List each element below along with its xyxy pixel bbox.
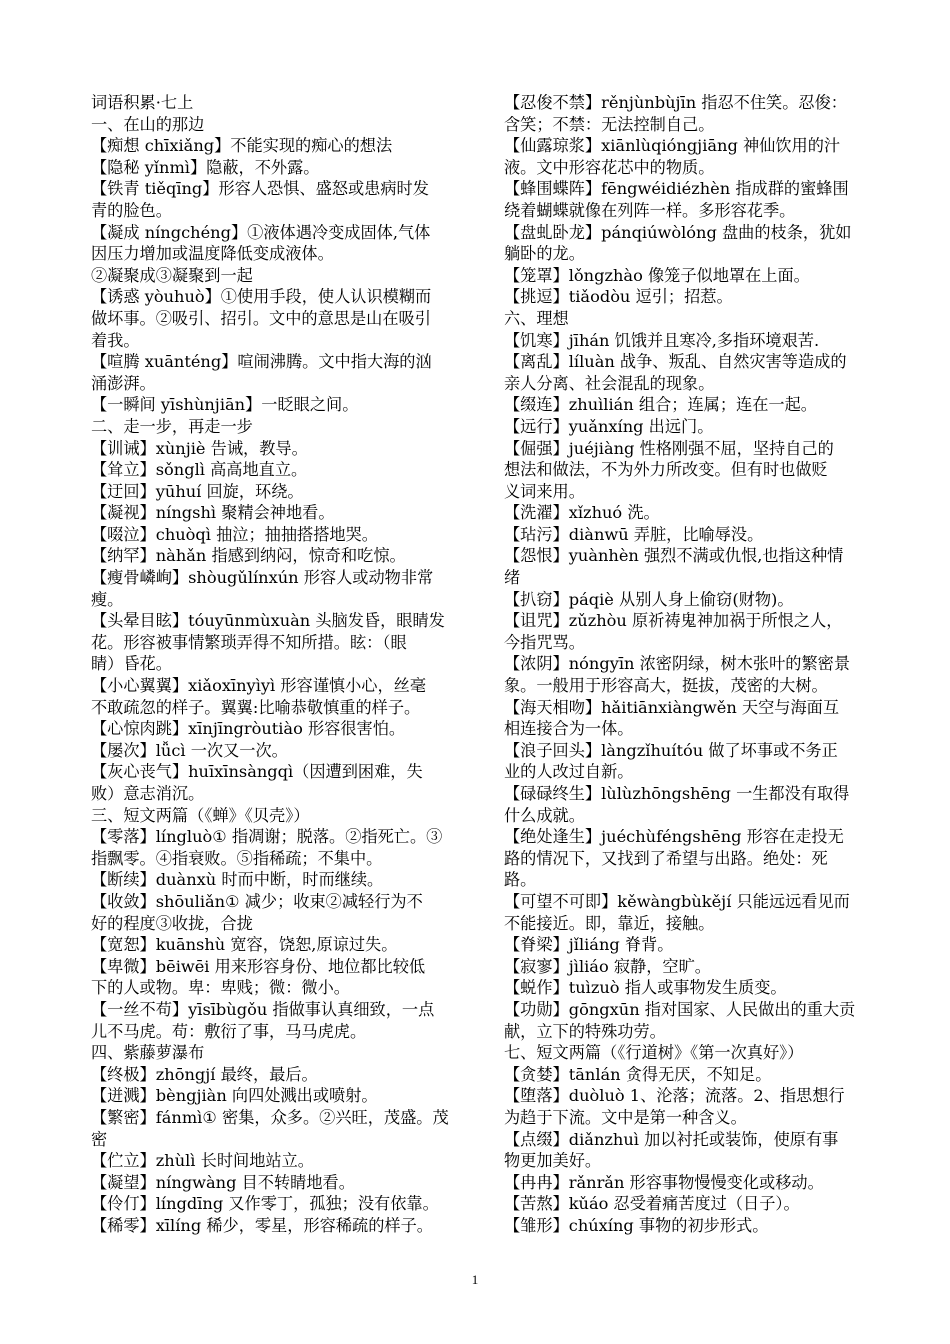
text-line: ②凝聚成③凝聚到一起 (91, 265, 253, 285)
text-line: 【脊梁】jǐliáng 脊背。 (504, 935, 674, 955)
text-line: 【卑微】bēiwēi 用来形容身份、地位都比较低 (91, 956, 426, 976)
text-line: 为趋于下流。文中是第一种含义。 (504, 1107, 747, 1127)
text-line: 【凝望】níngwàng 目不转睛地看。 (91, 1172, 355, 1192)
text-line: 一、在山的那边 (91, 114, 205, 134)
text-line: 因压力增加或温度降低变成液体。 (91, 244, 334, 264)
text-line: 【诅咒】zǔzhòu 原祈祷鬼神加祸于所恨之人， (504, 611, 843, 631)
text-line: 【可望不可即】kěwàngbùkějí 只能远远看见而 (504, 891, 850, 911)
text-line: 【头晕目眩】tóuyūnmùxuàn 头脑发昏，眼睛发 (91, 611, 445, 631)
text-line: 二、走一步，再走一步 (91, 416, 253, 436)
text-line: 三、短文两篇（《蝉》《贝壳》） (91, 805, 310, 825)
text-line: 涌澎湃。 (91, 373, 156, 393)
text-line: 【蜕作】tuìzuò 指人或事物发生质变。 (504, 978, 787, 998)
text-line: 指飘零。④指衰败。⑤指稀疏；不集中。 (91, 848, 383, 868)
text-line: 路的情况下，又找到了希望与出路。绝处：死 (504, 848, 828, 868)
text-line: 【盘虬卧龙】pánqiúwòlóng 盘曲的枝条，犹如 (504, 222, 852, 242)
text-line: 【小心翼翼】xiǎoxīnyìyì 形容谨慎小心，丝毫 (91, 676, 427, 696)
text-line: 【寂寥】jìliáo 寂静，空旷。 (504, 956, 711, 976)
text-line: 【铁青 tiěqīng】形容人恐惧、盛怒或患病时发 (91, 179, 429, 199)
text-line: 【瘦骨嶙峋】shòugǔlínxún 形容人或动物非常 (91, 568, 434, 588)
text-line: 【零落】língluò① 指凋谢；脱落。②指死亡。③ (91, 827, 443, 847)
text-line: 着我。 (91, 330, 140, 350)
text-line: 【浪子回头】làngzǐhuítóu 做了坏事或不务正 (504, 740, 838, 760)
text-line: 亲人分离、社会混乱的现象。 (504, 373, 715, 393)
text-line: 【倔强】juéjiàng 性格刚强不屈，坚持自己的 (504, 438, 834, 458)
text-line: 【终极】zhōngjí 最终，最后。 (91, 1064, 318, 1084)
text-line: 【苦熬】kǔáo 忍受着痛苦度过（日子）。 (504, 1194, 800, 1214)
text-line: 【伶仃】língdīng 又作零丁，孤独；没有依靠。 (91, 1194, 439, 1214)
text-line: 下的人或物。卑：卑贱；微：微小。 (91, 978, 350, 998)
text-line: 【隐秘 yǐnmì】隐蔽，不外露。 (91, 157, 320, 177)
text-line: 睛）昏花。 (91, 654, 172, 674)
text-line: 【迸溅】bèngjiàn 向四处溅出或喷射。 (91, 1086, 378, 1106)
text-line: 【点缀】diǎnzhuì 加以衬托或装饰，使原有事 (504, 1129, 839, 1149)
text-line: 【心惊肉跳】xīnjīngròutiào 形容很害怕。 (91, 719, 406, 739)
text-line: 【纳罕】nàhǎn 指感到纳闷，惊奇和吃惊。 (91, 546, 406, 566)
text-line: 【稀零】xīlíng 稀少，零星，形容稀疏的样子。 (91, 1215, 433, 1235)
text-line: 【宽恕】kuānshù 宽容，饶恕,原谅过失。 (91, 935, 398, 955)
text-line: 【喧腾 xuānténg】喧闹沸腾。文中指大海的汹 (91, 352, 432, 372)
text-line: 不能接近。即，靠近，接触。 (504, 913, 715, 933)
text-line: 液。文中形容花芯中的物质。 (504, 157, 715, 177)
text-line: 【痴想 chīxiǎng】不能实现的痴心的想法 (91, 136, 393, 156)
text-line: 绕着蝴蝶就像在列阵一样。多形容花季。 (504, 200, 796, 220)
text-line: 瘦。 (91, 589, 124, 609)
text-line: 【训诫】xùnjiè 告诫，教导。 (91, 438, 308, 458)
text-line: 【饥寒】jīhán 饥饿并且寒冷,多指环境艰苦. (504, 330, 820, 350)
text-line: 【蜂围蝶阵】fēngwéidiézhèn 指成群的蜜蜂围 (504, 179, 849, 199)
text-line: 【冉冉】rǎnrǎn 形容事物慢慢变化或移动。 (504, 1172, 824, 1192)
text-line: 词语积累·七上 (91, 93, 194, 112)
text-line: 【碌碌终生】lùlùzhōngshēng 一生都没有取得 (504, 784, 850, 803)
text-line: 业的人改过自新。 (504, 762, 634, 782)
text-line: 【扒窃】páqiè 从别人身上偷窃(财物)。 (504, 589, 794, 609)
text-line: 【屡次】lǚcì 一次又一次。 (91, 740, 288, 760)
text-line: 【啜泣】chuòqì 抽泣；抽抽搭搭地哭。 (91, 524, 378, 544)
text-line: 【海天相吻】hǎitiānxiàngwěn 天空与海面互 (504, 697, 840, 717)
text-line: 绪 (504, 568, 521, 588)
text-line: 【功勋】gōngxūn 指对国家、人民做出的重大贡 (504, 999, 856, 1019)
left-column (91, 92, 471, 1236)
text-line: 献，立下的特殊功劳。 (504, 1021, 666, 1041)
text-line: 【迂回】yūhuí 回旋，环绕。 (91, 481, 304, 501)
text-line: 四、紫藤萝瀑布 (91, 1043, 205, 1063)
text-line: 【贪婪】tānlán 贪得无厌，不知足。 (504, 1064, 772, 1084)
text-line: 【离乱】líluàn 战争、叛乱、自然灾害等造成的 (504, 352, 847, 372)
text-line: 密 (91, 1129, 108, 1149)
text-line: 相连接合为一体。 (504, 719, 634, 739)
text-line: 【灰心丧气】huīxīnsàngqì（因遭到困难，失 (91, 762, 423, 782)
text-line: 【堕落】duòluò 1、沦落；流落。2、指思想行 (504, 1086, 845, 1106)
text-line: 想法和做法，不为外力所改变。但有时也做贬 (504, 460, 828, 480)
text-line: 七、短文两篇（《行道树》《第一次真好》） (504, 1043, 804, 1063)
text-line: 【忍俊不禁】rěnjùnbùjīn 指忍不住笑。忍俊： (504, 93, 847, 112)
text-line: 好的程度③收拢，合拢 (91, 913, 253, 933)
text-line: 【绝处逢生】juéchùféngshēng 形容在走投无 (504, 827, 844, 847)
text-line: 【浓阴】nóngyīn 浓密阴绿，树木张叶的繁密景 (504, 654, 851, 674)
text-line: 花。形容被事情繁琐弄得不知所措。眩：（眼 (91, 632, 407, 652)
text-line: 【雏形】chúxíng 事物的初步形式。 (504, 1215, 769, 1235)
text-line: 【繁密】fánmì① 密集，众多。②兴旺，茂盛。茂 (91, 1107, 449, 1127)
text-line: 物更加美好。 (504, 1151, 602, 1171)
text-line: 今指咒骂。 (504, 632, 585, 652)
text-line: 做坏事。②吸引、招引。文中的意思是山在吸引 (91, 308, 431, 328)
text-line: 败）意志消沉。 (91, 784, 205, 803)
text-line: 【怨恨】yuànhèn 强烈不满或仇恨,也指这种情 (504, 546, 844, 566)
text-line: 【挑逗】tiǎodòu 逗引；招惹。 (504, 287, 733, 307)
text-line: 【洗濯】xǐzhuó 洗。 (504, 503, 660, 523)
page-number: 1 (471, 1272, 479, 1287)
text-line: 【耸立】sǒnglì 高高地直立。 (91, 460, 308, 480)
text-line: 【远行】yuǎnxíng 出远门。 (504, 416, 714, 436)
text-line: 象。一般用于形容高大，挺拔，茂密的大树。 (504, 676, 828, 696)
right-column (504, 92, 882, 1236)
text-line: 什么成就。 (504, 805, 585, 825)
text-line: 【收敛】shōuliǎn① 减少；收束②减轻行为不 (91, 891, 423, 911)
text-line: 【仙露琼浆】xiānlùqióngjiāng 神仙饮用的汁 (504, 136, 841, 156)
text-line: 含笑；不禁：无法控制自己。 (504, 114, 715, 134)
text-line: 【凝成 níngchéng】①液体遇冷变成固体,气体 (91, 222, 431, 242)
text-line: 义词来用。 (504, 481, 585, 501)
text-line: 青的脸色。 (91, 200, 172, 220)
text-line: 【一丝不苟】yīsībùgǒu 指做事认真细致，一点 (91, 999, 435, 1019)
text-line: 【缀连】zhuìlián 组合；连属；连在一起。 (504, 395, 817, 415)
text-line: 【断续】duànxù 时而中断，时而继续。 (91, 870, 384, 890)
text-line: 【凝视】níngshì 聚精会神地看。 (91, 503, 335, 523)
text-line: 躺卧的龙。 (504, 244, 585, 264)
text-line: 六、理想 (504, 308, 569, 328)
text-line: 路。 (504, 870, 537, 890)
text-line: 【笼罩】lǒngzhào 像笼子似地罩在上面。 (504, 265, 810, 285)
text-line: 【诱惑 yòuhuò】①使用手段，使人认识模糊而 (91, 287, 432, 307)
text-line: 【一瞬间 yīshùnjiān】一眨眼之间。 (91, 395, 359, 415)
text-line: 不敢疏忽的样子。翼翼:比喻恭敬慎重的样子。 (91, 697, 421, 717)
text-line: 【玷污】diànwū 弄脏，比喻辱没。 (504, 524, 764, 544)
text-line: 儿不马虎。苟：敷衍了事，马马虎虎。 (91, 1021, 367, 1041)
text-line: 【伫立】zhùlì 长时间地站立。 (91, 1151, 314, 1171)
